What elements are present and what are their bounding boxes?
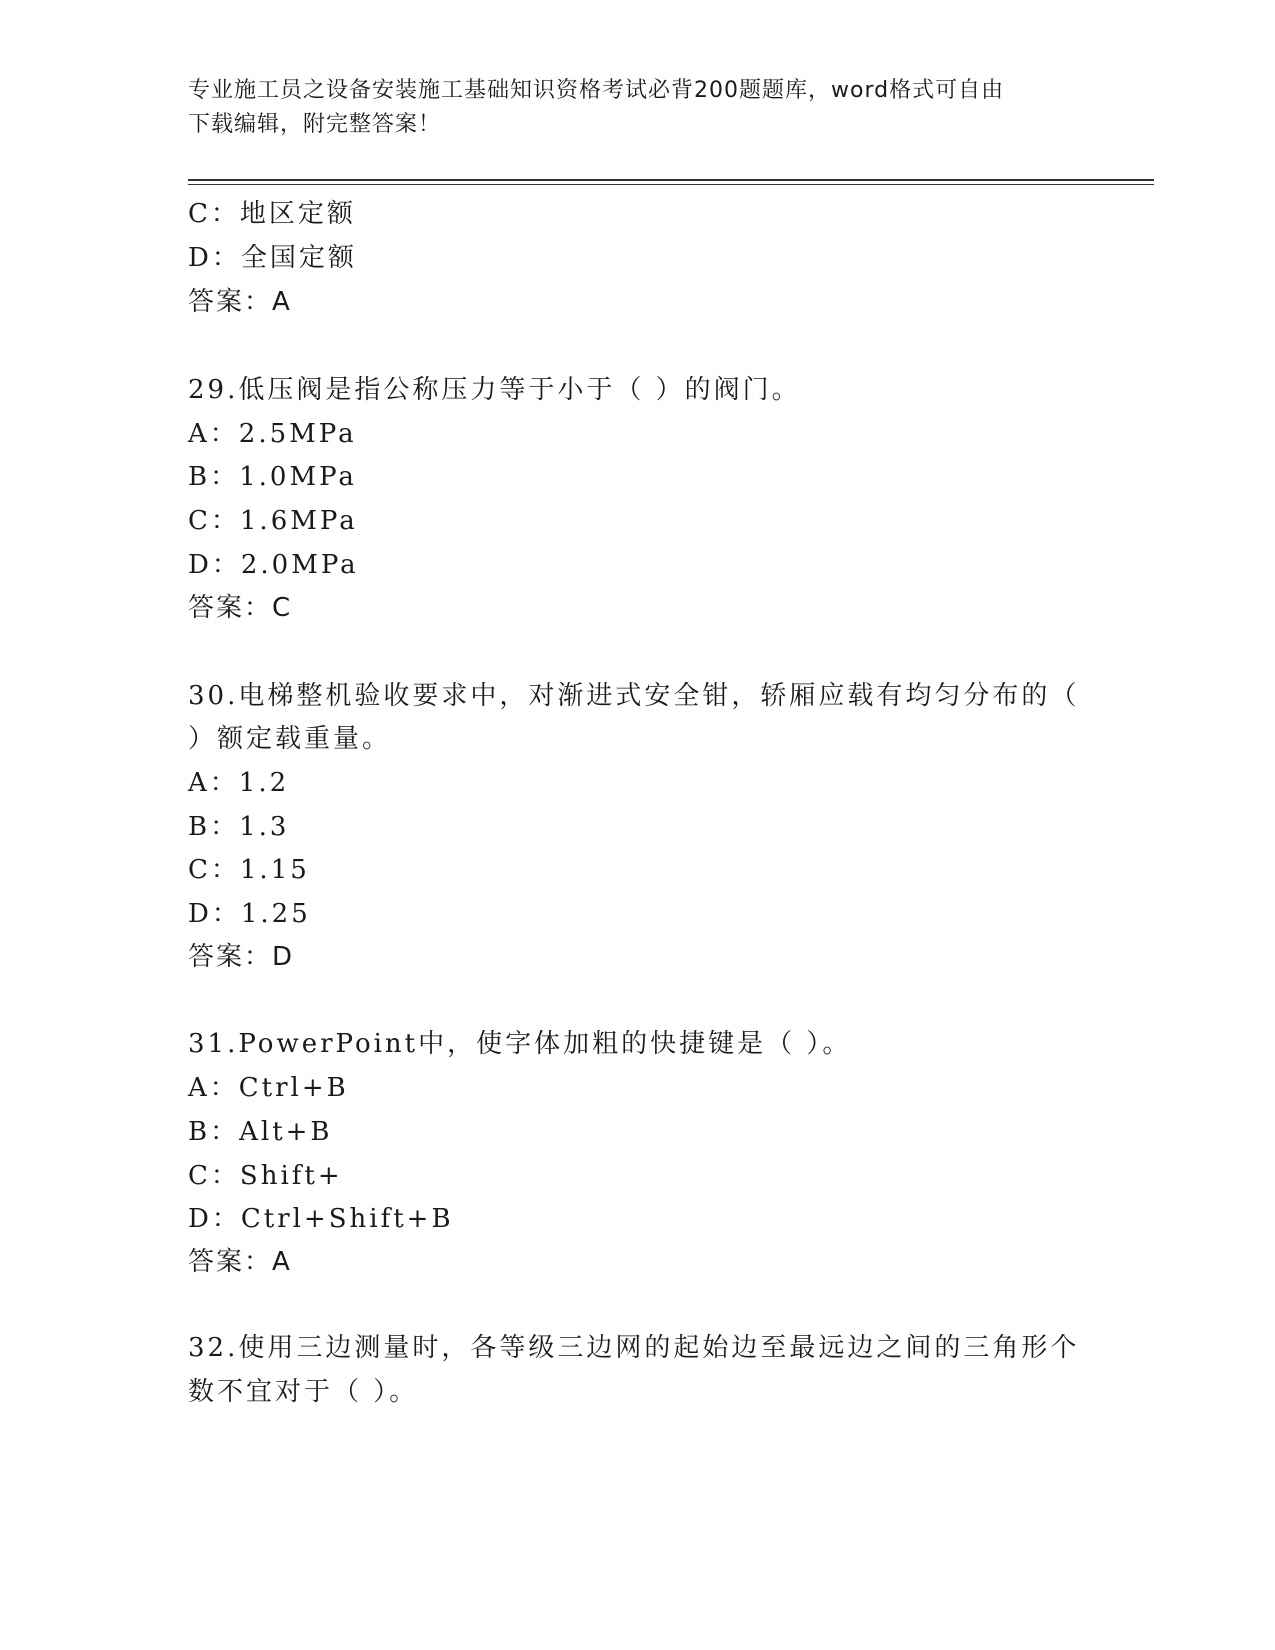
- q31-option-a: A：Ctrl+B: [188, 1073, 349, 1103]
- header-line-2: 下载编辑，附完整答案！: [188, 112, 442, 137]
- q29-option-b: B：1.0MPa: [188, 462, 357, 492]
- q29-option-a: A：2.5MPa: [188, 419, 357, 449]
- q30-option-b: B：1.3: [188, 812, 290, 842]
- header-rule-thin: [188, 184, 1154, 185]
- prev-option-d: D：全国定额: [188, 243, 357, 273]
- q30-stem-line-2: ）额定载重量。: [188, 724, 392, 754]
- q31-option-c: C：Shift+: [188, 1161, 343, 1191]
- q32-stem-line-2: 数不宜对于（ ）。: [188, 1377, 419, 1407]
- header-rule-thick: [188, 179, 1154, 181]
- prev-option-c: C：地区定额: [188, 199, 356, 229]
- q29-option-d: D：2.0MPa: [188, 550, 359, 580]
- q32-stem-line-1: 32.使用三边测量时，各等级三边网的起始边至最远边之间的三角形个: [188, 1333, 1080, 1363]
- q31-option-d: D：Ctrl+Shift+B: [188, 1204, 454, 1234]
- q29-option-c: C：1.6MPa: [188, 506, 358, 536]
- q30-option-a: A：1.2: [188, 768, 290, 798]
- q29-stem: 29.低压阀是指公称压力等于小于（ ）的阀门。: [188, 375, 801, 405]
- header-line-1: 专业施工员之设备安装施工基础知识资格考试必背200题题库，word格式可自由: [188, 78, 1005, 103]
- q30-option-d: D：1.25: [188, 899, 311, 929]
- q31-option-b: B：Alt+B: [188, 1117, 333, 1147]
- document-header: [188, 74, 1068, 142]
- q31-stem: 31.PowerPoint中，使字体加粗的快捷键是（ ）。: [188, 1029, 852, 1059]
- prev-answer: 答案：A: [188, 287, 292, 317]
- q30-option-c: C：1.15: [188, 855, 310, 885]
- q30-answer: 答案：D: [188, 942, 295, 972]
- q29-answer: 答案：C: [188, 593, 293, 623]
- q30-stem-line-1: 30.电梯整机验收要求中，对渐进式安全钳，轿厢应载有均匀分布的（: [188, 681, 1080, 711]
- q31-answer: 答案：A: [188, 1247, 292, 1277]
